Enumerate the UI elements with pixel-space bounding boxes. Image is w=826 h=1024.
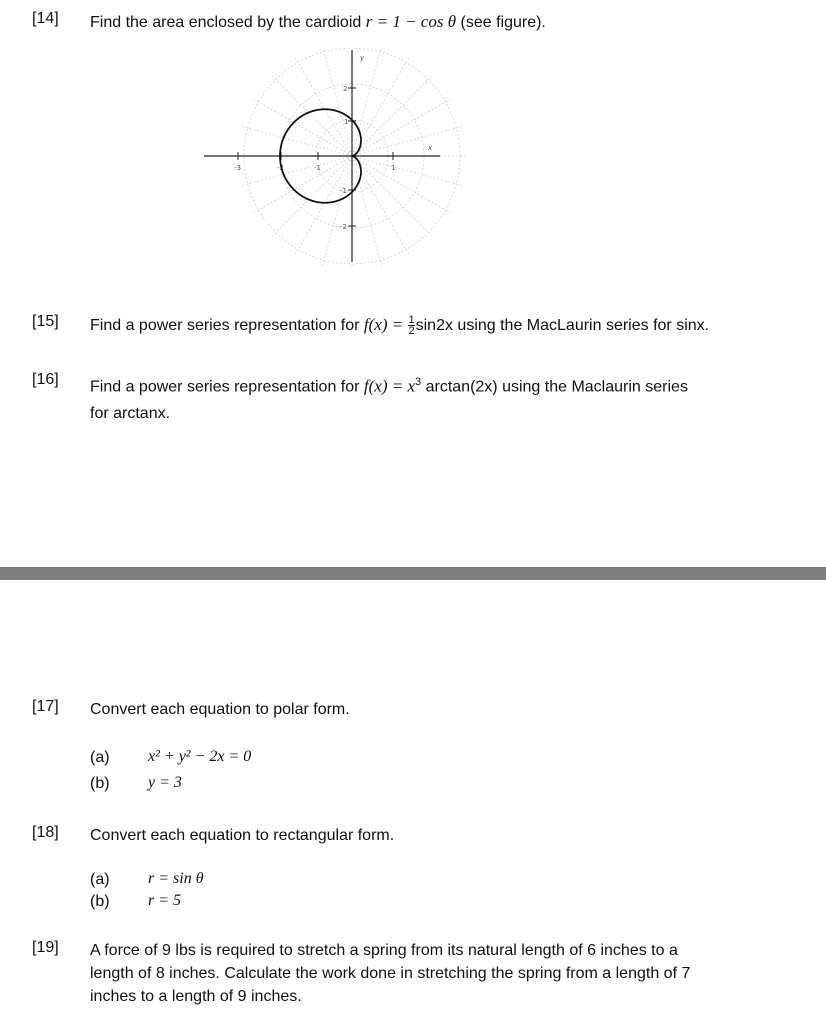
problem-15-lead: Find a power series representation for bbox=[90, 317, 364, 334]
x-tick-label: -1 bbox=[314, 164, 321, 172]
problem-16-lead: Find a power series representation for bbox=[90, 378, 364, 396]
cardioid-figure bbox=[200, 48, 500, 268]
polar-grid-ray bbox=[352, 156, 462, 185]
problem-18-text: Convert each equation to rectangular form. bbox=[90, 827, 395, 844]
polar-grid-ray bbox=[242, 156, 352, 185]
problem-18b-equation: r = 5 bbox=[148, 892, 182, 909]
problem-16-number: [16] bbox=[32, 371, 59, 388]
problem-16-func-tail: arctan(2x) bbox=[421, 378, 498, 396]
problem-15-number: [15] bbox=[32, 313, 59, 330]
problem-15-func-tail: sin2x bbox=[415, 317, 453, 334]
problem-16-func: f(x) = x bbox=[363, 376, 416, 396]
problem-17-text: Convert each equation to polar form. bbox=[90, 701, 350, 718]
problem-17b-equation: y = 3 bbox=[148, 774, 182, 791]
polar-grid-ray bbox=[295, 58, 352, 156]
problem-19-line-1: A force of 9 lbs is required to stretch a spring from its natural length of 6 inches to a bbox=[90, 942, 678, 959]
polar-grid-ray bbox=[295, 156, 352, 254]
problem-17a-label: (a) bbox=[90, 749, 110, 766]
polar-grid-ray bbox=[352, 99, 450, 156]
polar-grid-ray bbox=[254, 99, 352, 156]
fraction-one-half bbox=[408, 315, 414, 336]
y-tick-label: 2 bbox=[343, 85, 348, 93]
problem-15-tail: using the MacLaurin series for sinx. bbox=[452, 317, 710, 334]
y-tick-label: -1 bbox=[340, 187, 347, 195]
problem-19-number: [19] bbox=[32, 939, 59, 956]
problem-14-number: [14] bbox=[32, 10, 59, 27]
y-axis-label: y bbox=[360, 54, 365, 62]
problem-14-tail: (see figure). bbox=[456, 14, 546, 31]
x-axis-label: x bbox=[428, 144, 433, 152]
problem-14-lead: Find the area enclosed by the cardioid bbox=[90, 14, 366, 31]
polar-grid-ray bbox=[272, 76, 352, 156]
polar-grid-ray bbox=[352, 48, 381, 156]
polar-grid-ray bbox=[352, 76, 432, 156]
problem-17b-label: (b) bbox=[90, 775, 110, 792]
problem-16-text bbox=[90, 371, 688, 425]
problem-19-line-2: length of 8 inches. Calculate the work done in stretching the spring from a length of 7 bbox=[90, 965, 691, 982]
problem-17a-equation: x² + y² − 2x = 0 bbox=[148, 748, 252, 765]
problem-17-number: [17] bbox=[32, 698, 59, 715]
polar-grid-ray bbox=[323, 48, 352, 156]
cardioid-equation: r = 1 − cos θ bbox=[365, 12, 457, 31]
problem-16-line-1 bbox=[90, 371, 688, 398]
problem-19-text bbox=[90, 939, 790, 1008]
polar-grid-ray bbox=[323, 156, 352, 266]
problem-18-number: [18] bbox=[32, 824, 59, 841]
polar-grid-ray bbox=[352, 127, 462, 156]
fraction-numerator: 1 bbox=[408, 314, 415, 327]
fraction-denominator: 2 bbox=[408, 325, 415, 338]
polar-grid-ray bbox=[352, 156, 381, 266]
problem-16-tail: using the Maclaurin series bbox=[497, 378, 688, 396]
x-tick-label: -3 bbox=[234, 164, 241, 172]
polar-grid-ray bbox=[242, 127, 352, 156]
polar-grid-ray bbox=[254, 156, 352, 213]
page-divider bbox=[0, 567, 826, 580]
problem-14-text bbox=[90, 10, 546, 34]
y-tick-label: -2 bbox=[340, 223, 347, 231]
problem-15-func: f(x) = bbox=[363, 315, 408, 334]
polar-grid-ray bbox=[352, 156, 450, 213]
y-tick-label: 1 bbox=[344, 118, 349, 126]
problem-18b-label: (b) bbox=[90, 893, 110, 910]
x-tick-label: -2 bbox=[277, 164, 284, 172]
problem-16-line-2: for arctanx. bbox=[90, 405, 171, 423]
problem-16-exponent: 3 bbox=[415, 376, 422, 388]
x-tick-label: 1 bbox=[391, 164, 396, 172]
problem-15-text bbox=[90, 313, 709, 337]
problem-18a-equation: r = sin θ bbox=[148, 870, 204, 887]
problem-19-line-3: inches to a length of 9 inches. bbox=[90, 988, 302, 1005]
problem-18a-label: (a) bbox=[90, 871, 110, 888]
